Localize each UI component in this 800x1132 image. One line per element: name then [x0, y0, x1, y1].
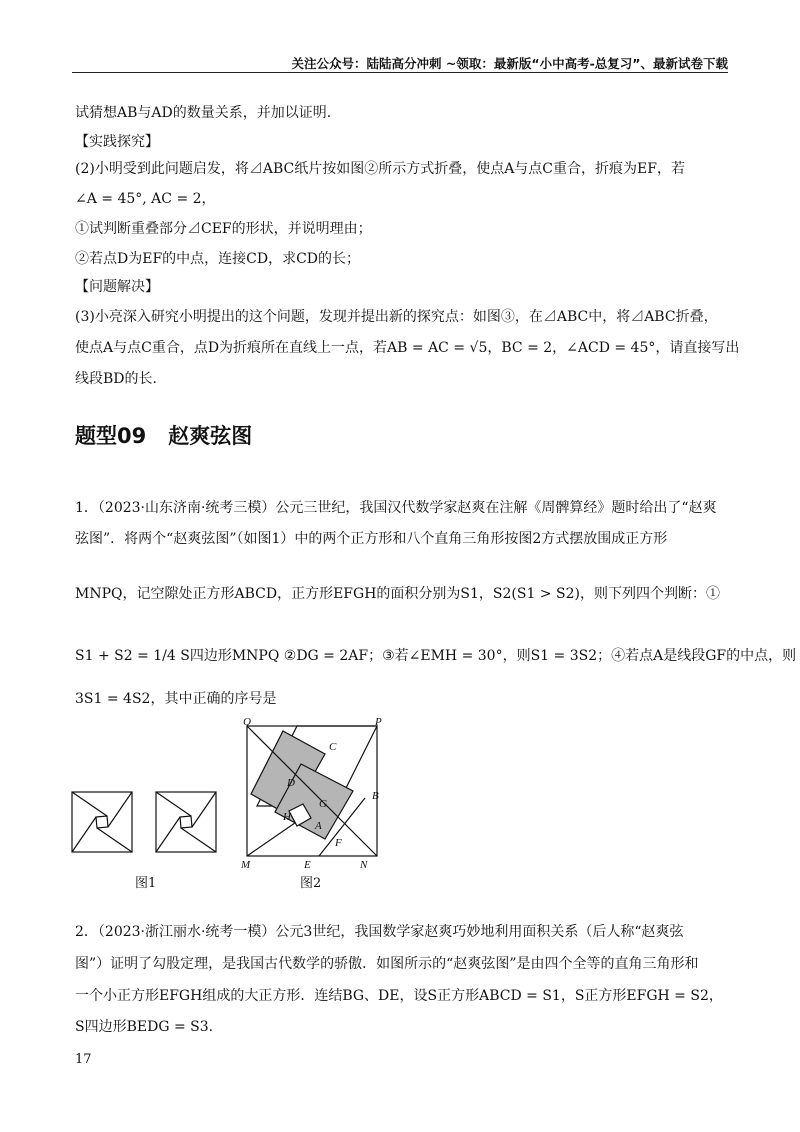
q1-line-2: 弦图”．将两个“赵爽弦图”（如图1）中的两个正方形和八个直角三角形按图2方式摆放围成正方形: [75, 531, 668, 547]
label-h: H: [283, 811, 291, 823]
q1-line-3: MNPQ，记空隙处正方形ABCD，正方形EFGH的面积分别为S1，S2(S1 > S2)，则下列四个判断：①: [75, 586, 720, 602]
q1-line-5: 3S1 = 4S2，其中正确的序号是: [75, 691, 277, 707]
text-line-8: (3)小亮深入研究小明提出的这个问题，发现并提出新的探究点：如图③，在⊿ABC中，将⊿ABC折叠，: [75, 309, 718, 325]
figure-2-caption: 图2: [300, 876, 322, 891]
label-g: G: [319, 798, 327, 810]
section-label: 题型09: [75, 424, 147, 448]
q2-line-4: S四边形BEDG = S3.: [75, 1019, 214, 1035]
label-a: A: [315, 820, 322, 832]
page-number: 17: [75, 1052, 92, 1067]
figure-2-diagram: [235, 716, 395, 876]
text-line-4: ∠A = 45°, AC = 2，: [75, 191, 216, 207]
text-line-1: 试猜想AB与AD的数量关系，并加以证明．: [75, 105, 341, 121]
text-line-6: ②若点D为EF的中点，连接CD，求CD的长；: [75, 251, 361, 267]
header-text: 关注公众号：陆陆高分冲刺 ~领取：最新版“小中高考-总复习”、最新试卷下载: [291, 56, 728, 71]
label-n: N: [360, 859, 368, 871]
fig1-square-right: [156, 792, 216, 852]
text-line-10: 线段BD的长．: [75, 371, 167, 387]
section-heading: [75, 420, 252, 450]
q2-line-2: 图”）证明了勾股定理，是我国古代数学的骄傲．如图所示的“赵爽弦图”是由四个全等的直角三角形和: [75, 956, 699, 972]
text-line-3: (2)小明受到此问题启发，将⊿ABC纸片按如图②所示方式折叠，使点A与点C重合，折痕为EF，若: [75, 161, 685, 177]
page-header: [72, 46, 728, 73]
figure-1-caption: 图1: [135, 876, 157, 891]
text-line-2: 【实践探究】: [75, 134, 159, 150]
section-title: 赵爽弦图: [168, 424, 253, 448]
label-d: D: [287, 777, 295, 789]
q1-line-4: S1 + S2 = 1/4 S四边形MNPQ ②DG = 2AF；③若∠EMH = 30°，则S1 = 3S2；④若点A是线段GF的中点，则: [75, 648, 797, 664]
label-p: P: [375, 716, 382, 728]
figure-1-diagram: [70, 790, 220, 854]
label-f: F: [335, 837, 342, 849]
label-c: C: [329, 741, 337, 753]
q2-line-3: 一个小正方形EFGH组成的大正方形．连结BG、DE，设S正方形ABCD = S1，S正方形EFGH = S2，: [75, 988, 723, 1004]
text-line-5: ①试判断重叠部分⊿CEF的形状，并说明理由；: [75, 221, 372, 237]
label-m: M: [241, 859, 251, 871]
text-line-9: 使点A与点C重合，点D为折痕所在直线上一点，若AB = AC = √5，BC = 2，∠ACD = 45°，请直接写出: [75, 340, 740, 356]
label-q: Q: [243, 716, 251, 728]
q2-line-1: 2．（2023·浙江丽水·统考一模）公元3世纪，我国数学家赵爽巧妙地利用面积关系（后人称“赵爽弦: [75, 924, 684, 940]
fig1-square-left: [72, 792, 132, 852]
q1-line-1: 1．（2023·山东济南·统考三模）公元三世纪，我国汉代数学家赵爽在注解《周髀算经》题时给出了“赵爽: [75, 500, 717, 516]
label-e: E: [304, 859, 311, 871]
text-line-7: 【问题解决】: [75, 279, 159, 295]
label-b: B: [372, 790, 379, 802]
